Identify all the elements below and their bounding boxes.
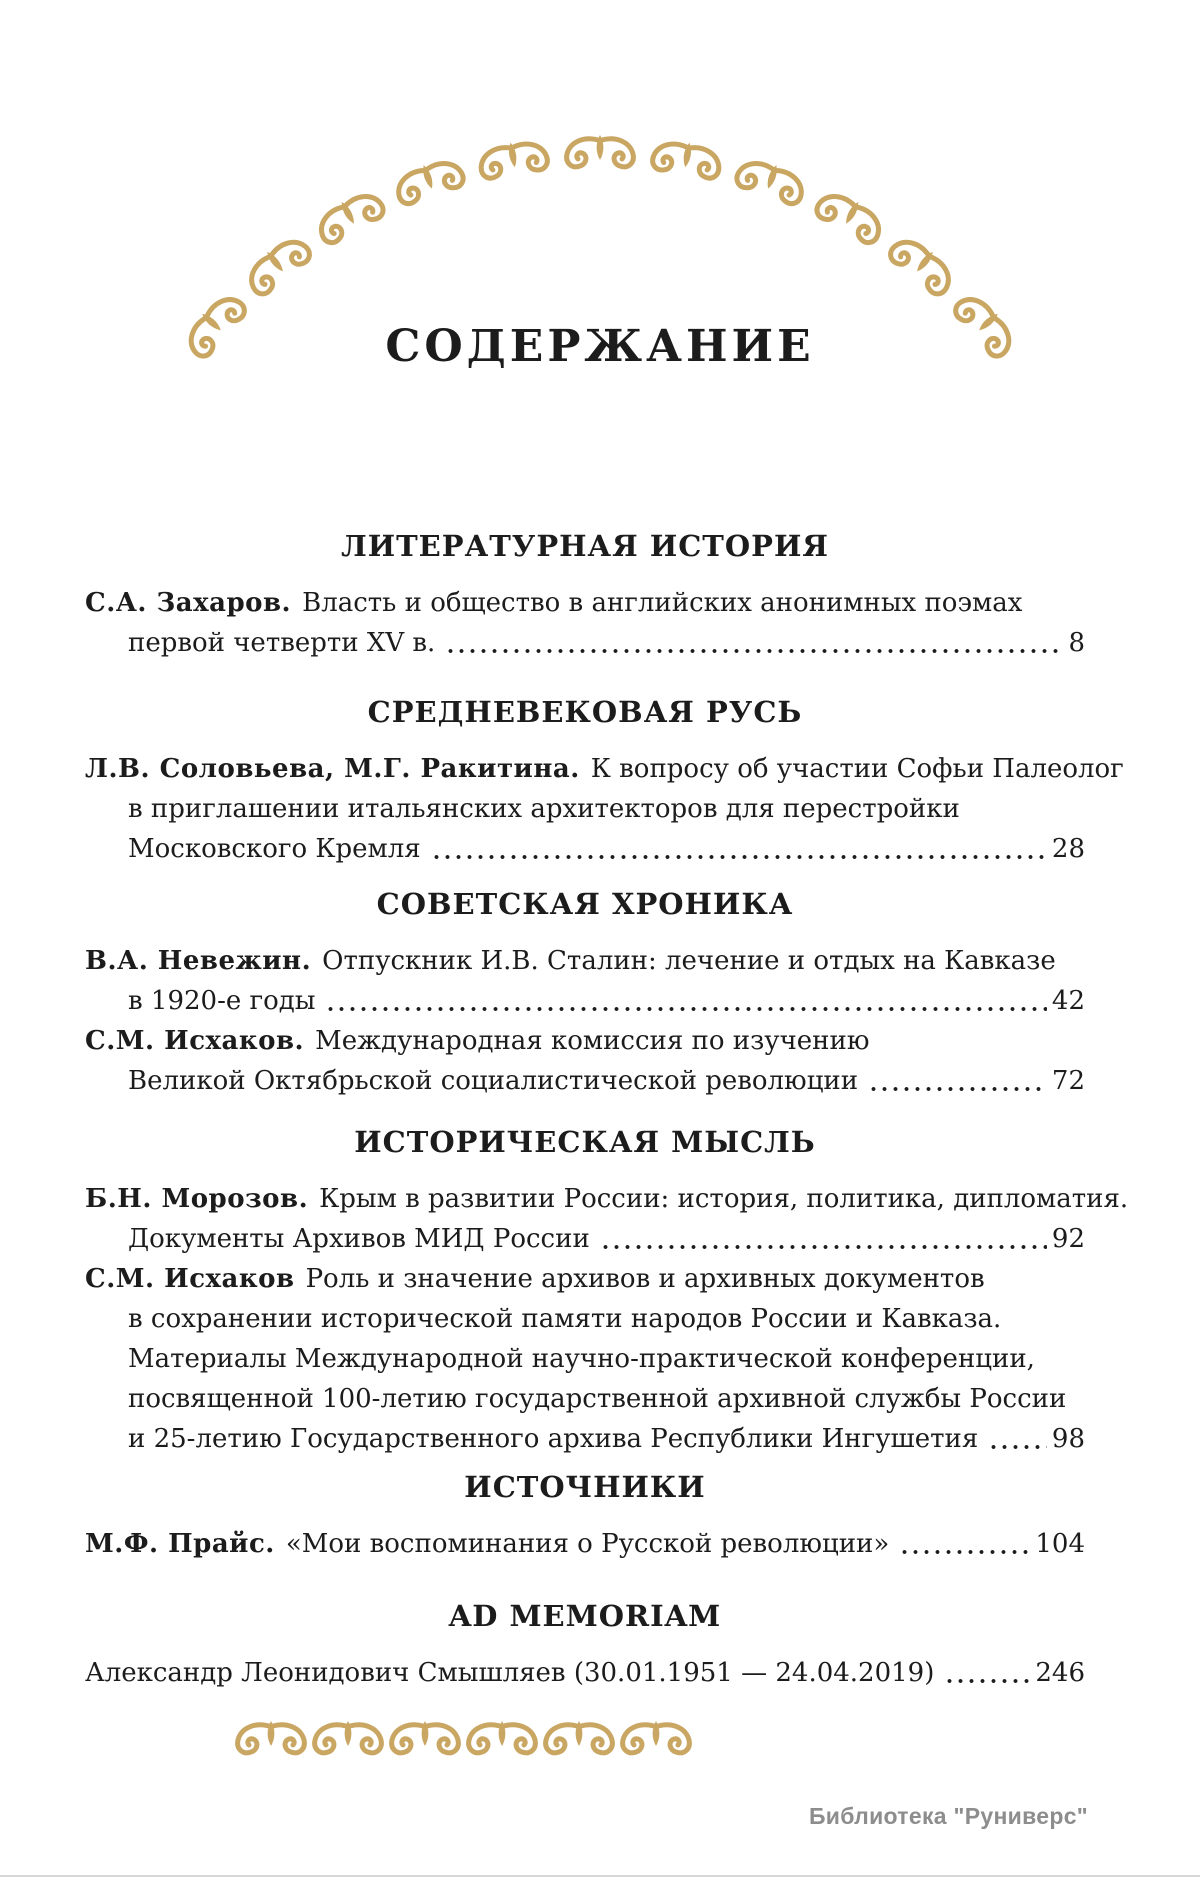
entry-text: Отпускник И.В. Сталин: лечение и отдых на Кавказе <box>322 946 1056 976</box>
entry-text: в приглашении итальянских архитекторов для перестройки <box>128 794 960 824</box>
scroll-motif <box>238 1721 305 1753</box>
toc-section <box>85 1598 1085 1693</box>
garland-arc-ornament <box>190 132 1010 347</box>
entry-text: Материалы Международной научно-практической конференции, <box>128 1344 1035 1374</box>
scroll-motif <box>567 135 634 167</box>
page-number: 8 <box>1068 628 1085 658</box>
page-number: 72 <box>1051 1066 1085 1096</box>
entry-author: Б.Н. Морозов. <box>85 1184 309 1214</box>
section-heading: AD MEMORIAM <box>448 1599 722 1633</box>
entry-line <box>85 981 1085 1021</box>
section-heading: ИСТОЧНИКИ <box>464 1470 706 1504</box>
entry-text: в сохранении исторической памяти народов России и Кавказа. <box>128 1304 1002 1334</box>
scroll-motif <box>546 1721 613 1753</box>
toc-section <box>85 1469 1085 1564</box>
toc-entry <box>85 1259 1085 1459</box>
section-heading: СРЕДНЕВЕКОВАЯ РУСЬ <box>367 695 803 729</box>
dot-leader <box>445 623 1063 663</box>
entry-text: Александр Леонидович Смышляев (30.01.1951 — 24.04.2019) <box>85 1658 935 1688</box>
dot-leader <box>944 1653 1030 1693</box>
entry-text: в 1920-е годы <box>128 986 316 1016</box>
dot-leader <box>600 1219 1047 1259</box>
toc-entry <box>85 1653 1085 1693</box>
entry-text: и 25-летию Государственного архива Республики Ингушетия <box>128 1424 979 1454</box>
entry-text: Документы Архивов МИД России <box>128 1224 590 1254</box>
entry-text: «Мои воспоминания о Русской революции» <box>285 1529 890 1559</box>
entry-line <box>85 623 1085 663</box>
page-number: 92 <box>1051 1224 1085 1254</box>
entry-text: К вопросу об участии Софьи Палеолог <box>590 754 1124 784</box>
scroll-motif <box>469 1721 536 1753</box>
toc-entry <box>85 941 1085 1021</box>
scroll-motif <box>623 1721 690 1753</box>
toc-entry <box>85 1524 1085 1564</box>
toc-entry <box>85 749 1124 869</box>
section-heading: ИСТОРИЧЕСКАЯ МЫСЛЬ <box>354 1125 816 1159</box>
scroll-motif <box>315 1721 382 1753</box>
page-number: 28 <box>1051 834 1085 864</box>
scroll-motif <box>478 137 549 180</box>
toc-section <box>85 1124 1129 1459</box>
toc <box>85 512 1129 1693</box>
dot-leader <box>868 1061 1047 1101</box>
entry-line <box>85 829 1085 869</box>
garland-band-icon <box>233 1710 693 1764</box>
page-number: 42 <box>1051 986 1085 1016</box>
entry-line <box>85 941 1085 981</box>
entry-line <box>85 789 1085 829</box>
entry-author: В.А. Невежин. <box>85 946 312 976</box>
entry-text: Роль и значение архивов и архивных документов <box>305 1264 985 1294</box>
entry-line <box>85 1259 1085 1299</box>
entry-text: Международная комиссия по изучению <box>315 1026 870 1056</box>
scroll-motif <box>651 137 722 180</box>
garland-band-ornament <box>233 1710 693 1764</box>
entry-text: Власть и общество в английских анонимных поэмах <box>302 588 1023 618</box>
garland-arc-icon <box>190 132 1010 347</box>
scroll-motif <box>392 154 465 206</box>
entry-author: М.Ф. Прайс. <box>85 1529 275 1559</box>
toc-entry <box>85 1179 1129 1259</box>
entry-author: С.М. Исхаков <box>85 1264 295 1294</box>
entry-line <box>85 583 1085 623</box>
entry-text: первой четверти XV в. <box>128 628 436 658</box>
toc-section <box>85 694 1124 869</box>
entry-line <box>85 1653 1085 1693</box>
entry-author: С.А. Захаров. <box>85 588 292 618</box>
section-heading: СОВЕТСКАЯ ХРОНИКА <box>376 887 794 921</box>
scroll-motif <box>241 231 313 298</box>
entry-line <box>85 1419 1085 1459</box>
scroll-motif <box>814 186 888 246</box>
dot-leader <box>899 1524 1030 1564</box>
toc-entry <box>85 1021 1085 1101</box>
entry-line <box>85 1021 1085 1061</box>
entry-text: Московского Кремля <box>128 834 421 864</box>
toc-section <box>85 886 1085 1101</box>
entry-text: посвященной 100-летию государственной архивной службы России <box>128 1384 1067 1414</box>
page-number: 104 <box>1035 1529 1085 1559</box>
entry-line <box>85 1379 1085 1419</box>
entry-author: С.М. Исхаков. <box>85 1026 305 1056</box>
entry-line <box>85 1339 1085 1379</box>
dot-leader <box>988 1419 1047 1459</box>
toc-entry <box>85 583 1085 663</box>
entry-author: Л.В. Соловьева, М.Г. Ракитина. <box>85 754 580 784</box>
page-title: СОДЕРЖАНИЕ <box>385 321 815 373</box>
entry-line <box>85 1061 1085 1101</box>
dot-leader <box>431 829 1047 869</box>
library-watermark: Библиотека "Руниверс" <box>808 1803 1088 1829</box>
entry-line <box>85 1524 1085 1564</box>
scroll-motif <box>392 1721 459 1753</box>
entry-line <box>85 1219 1085 1259</box>
dot-leader <box>325 981 1046 1021</box>
entry-text: Великой Октябрьской социалистической революции <box>128 1066 859 1096</box>
entry-text: Крым в развитии России: история, политика, дипломатия. <box>319 1184 1129 1214</box>
entry-line <box>85 1299 1085 1339</box>
section-heading: ЛИТЕРАТУРНАЯ ИСТОРИЯ <box>341 529 829 563</box>
scroll-motif <box>313 186 387 246</box>
scroll-motif <box>734 154 807 206</box>
entry-line <box>85 749 1124 789</box>
toc-section <box>85 528 1085 663</box>
page-number: 246 <box>1035 1658 1085 1688</box>
page-number: 98 <box>1051 1424 1085 1454</box>
scroll-motif <box>887 231 959 298</box>
entry-line <box>85 1179 1129 1219</box>
